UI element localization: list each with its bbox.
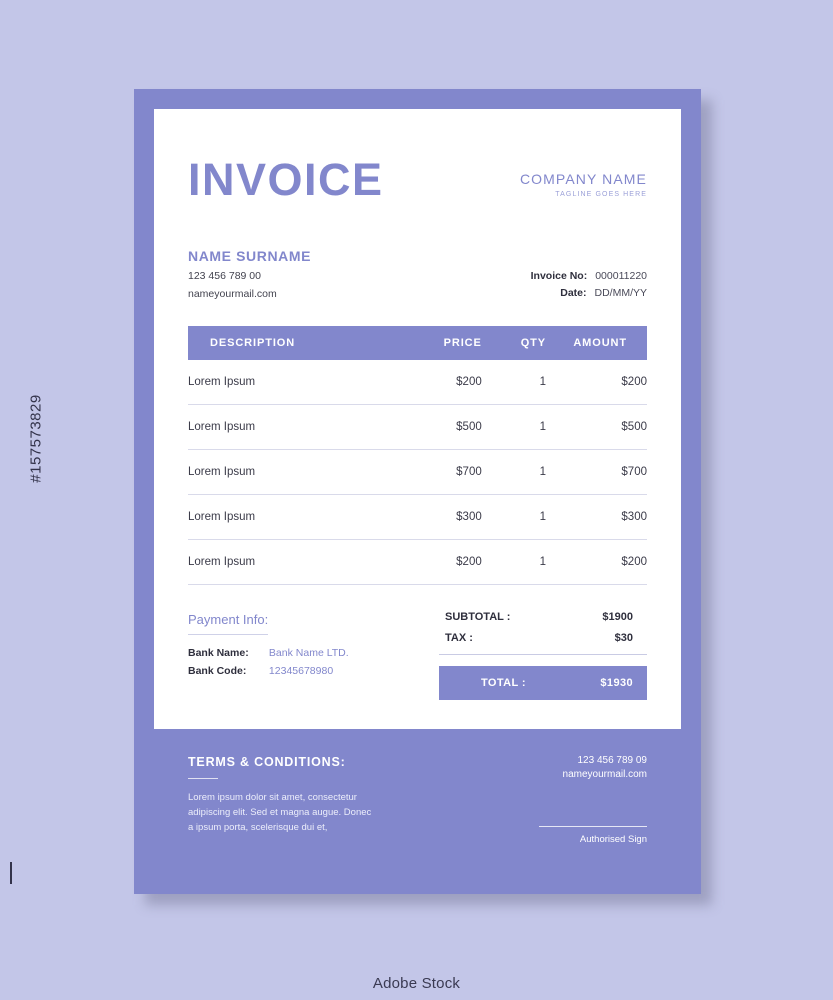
- company-block: [520, 171, 647, 198]
- tax-label: TAX :: [445, 632, 473, 644]
- cell-amount: $700: [546, 450, 647, 495]
- bank-name-row: [188, 647, 349, 659]
- cell-qty: 1: [482, 405, 546, 450]
- subtotal-row: [439, 611, 647, 632]
- table-row: [188, 450, 647, 495]
- invoice-header: [188, 135, 647, 205]
- company-tagline: TAGLINE GOES HERE: [555, 191, 647, 198]
- cell-description: Lorem Ipsum: [188, 540, 395, 585]
- subtotal-value: $1900: [602, 611, 633, 623]
- cell-qty: 1: [482, 450, 546, 495]
- cell-description: Lorem Ipsum: [188, 360, 395, 405]
- invoice-date-row: [531, 287, 647, 299]
- cell-price: $200: [395, 360, 482, 405]
- company-name: COMPANY NAME: [519, 171, 647, 187]
- cell-amount: $500: [546, 405, 647, 450]
- footer-email: nameyourmail.com: [562, 769, 647, 780]
- column-header-qty: QTY: [482, 326, 546, 360]
- terms-block: [188, 755, 373, 845]
- cell-price: $200: [395, 540, 482, 585]
- cell-amount: $200: [546, 360, 647, 405]
- invoice-number-row: [531, 270, 647, 282]
- table-row: [188, 540, 647, 585]
- table-body: [188, 360, 647, 585]
- client-name: NAME SURNAME: [188, 248, 312, 264]
- column-header-description: DESCRIPTION: [188, 326, 395, 360]
- total-row: [439, 666, 647, 700]
- table-header: [188, 326, 647, 360]
- watermark-bottom-label: Adobe Stock: [372, 975, 461, 992]
- bill-to-and-meta: [188, 248, 647, 304]
- invoice-date-label: Date:: [560, 287, 587, 299]
- client-email: nameyourmail.com: [188, 288, 277, 300]
- subtotal-label: SUBTOTAL :: [445, 611, 511, 623]
- cell-amount: $200: [546, 540, 647, 585]
- bank-name-label: Bank Name:: [188, 647, 249, 659]
- cell-price: $300: [395, 495, 482, 540]
- watermark-bar: [10, 862, 12, 884]
- cell-price: $700: [395, 450, 482, 495]
- invoice-number-label: Invoice No:: [530, 270, 588, 282]
- line-items-table: [188, 326, 647, 585]
- terms-divider: [188, 778, 218, 779]
- totals-block: [439, 611, 647, 700]
- bank-name-value: Bank Name LTD.: [268, 647, 349, 659]
- bank-code-value: 12345678980: [268, 665, 334, 677]
- payment-info-title: Payment Info:: [188, 612, 268, 635]
- invoice-paper: [154, 109, 681, 729]
- tax-value: $30: [614, 632, 633, 644]
- cell-price: $500: [395, 405, 482, 450]
- terms-title: TERMS & CONDITIONS:: [188, 755, 346, 769]
- invoice-sheet: [134, 89, 701, 894]
- payment-info-block: [188, 611, 349, 700]
- signature-line: [539, 826, 647, 827]
- column-header-amount: AMOUNT: [546, 326, 647, 360]
- table-row: [188, 405, 647, 450]
- table-row: [188, 360, 647, 405]
- watermark-column: [0, 0, 45, 1000]
- table-header-row: [188, 326, 647, 360]
- tax-row: [439, 632, 647, 655]
- watermark-asset-id: #157573829: [27, 394, 45, 483]
- terms-band: [154, 729, 681, 845]
- invoice-date-value: DD/MM/YY: [594, 287, 647, 299]
- client-block: [188, 248, 311, 300]
- cell-qty: 1: [482, 495, 546, 540]
- cell-qty: 1: [482, 360, 546, 405]
- cell-description: Lorem Ipsum: [188, 495, 395, 540]
- bank-code-label: Bank Code:: [188, 665, 247, 677]
- cell-amount: $300: [546, 495, 647, 540]
- total-label: TOTAL :: [481, 677, 526, 689]
- signature-label: Authorised Sign: [579, 834, 647, 845]
- cell-description: Lorem Ipsum: [188, 405, 395, 450]
- page-title: INVOICE: [188, 154, 384, 205]
- invoice-number-value: 000011220: [595, 270, 647, 282]
- footer-contact-block: [539, 755, 647, 845]
- column-header-price: PRICE: [395, 326, 482, 360]
- terms-body: Lorem ipsum dolor sit amet, consectetur adipiscing elit. Sed et magna augue. Donec a ipsum porta, scelerisque dui et,: [188, 792, 372, 834]
- client-phone: 123 456 789 00: [188, 270, 261, 282]
- cell-qty: 1: [482, 540, 546, 585]
- bank-code-row: [188, 665, 349, 677]
- table-row: [188, 495, 647, 540]
- total-value: $1930: [600, 677, 633, 689]
- footer-phone: 123 456 789 09: [577, 755, 647, 766]
- cell-description: Lorem Ipsum: [188, 450, 395, 495]
- paper-footer: [188, 611, 647, 700]
- invoice-meta: [531, 270, 647, 304]
